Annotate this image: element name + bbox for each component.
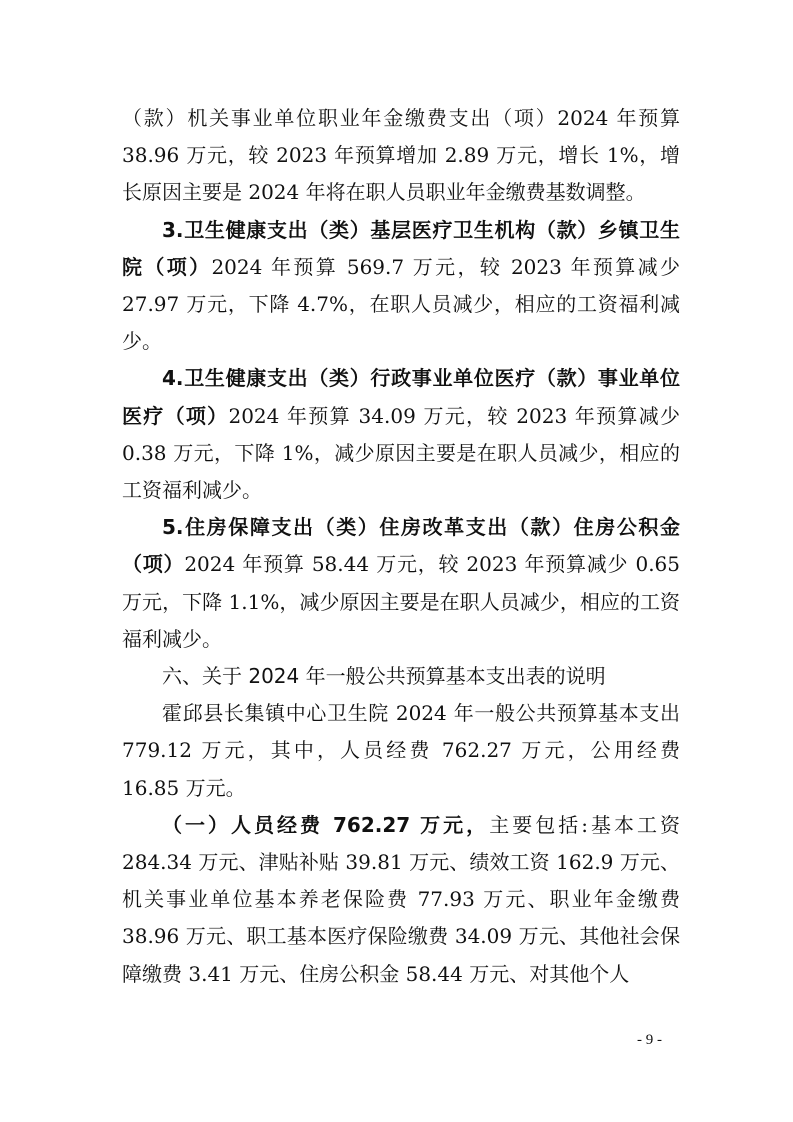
- paragraph-personnel: [122, 807, 680, 993]
- section-heading: 六、关于 2024 年一般公共预算基本支出表的说明: [162, 664, 606, 689]
- paragraph-lead: （一）人员经费 762.27 万元，: [162, 812, 490, 837]
- paragraph-text: 2024 年预算 569.7 万元，较 2023 年预算减少 27.97 万元，下降 4.7%，在职人员减少，相应的工资福利减少。: [122, 254, 681, 354]
- paragraph-text: 2024 年预算 34.09 万元，较 2023 年预算减少 0.38 万元，下降 1%，减少原因主要是在职人员减少，相应的工资福利减少。: [122, 403, 680, 503]
- document-body: [122, 100, 680, 993]
- paragraph-lead: 3.卫生健康支出（类）基层医疗卫生机构（款）乡镇卫生院（项）: [122, 217, 680, 279]
- paragraph-pension: [122, 100, 680, 212]
- paragraph-text: 2024 年预算 58.44 万元，较 2023 年预算减少 0.65 万元，下降 1.1%，减少原因主要是在职人员减少，相应的工资福利减少。: [122, 552, 680, 651]
- paragraph-text: （款）机关事业单位职业年金缴费支出（项）2024 年预算 38.96 万元，较 2023 年预算增加 2.89 万元，增长 1%，增长原因主要是 2024 年将在职人员职业年金缴费基数调整。: [122, 106, 680, 205]
- paragraph-text: 主要包括:基本工资 284.34 万元、津贴补贴 39.81 万元、绩效工资 162.9 万元、机关事业单位基本养老保险费 77.93 万元、职业年金缴费 38.96 万元、职工基本医疗保险缴费 34.09 万元、其他社会保障缴费 3.41 万元、住房公积金 58.44 万元、对其他个人: [122, 812, 680, 986]
- paragraph-housing: [122, 509, 680, 658]
- paragraph-lead: 5.住房保障支出（类）住房改革支出（款）住房公积金（项）: [122, 515, 680, 577]
- paragraph-lead: 4.卫生健康支出（类）行政事业单位医疗（款）事业单位医疗（项）: [122, 366, 680, 428]
- paragraph-health-township: [122, 212, 680, 361]
- page-number: - 9 -: [637, 1032, 662, 1048]
- paragraph-health-medical: [122, 360, 680, 509]
- paragraph-summary: 霍邱县长集镇中心卫生院 2024 年一般公共预算基本支出 779.12 万元，其中，人员经费 762.27 万元，公用经费 16.85 万元。: [122, 701, 680, 800]
